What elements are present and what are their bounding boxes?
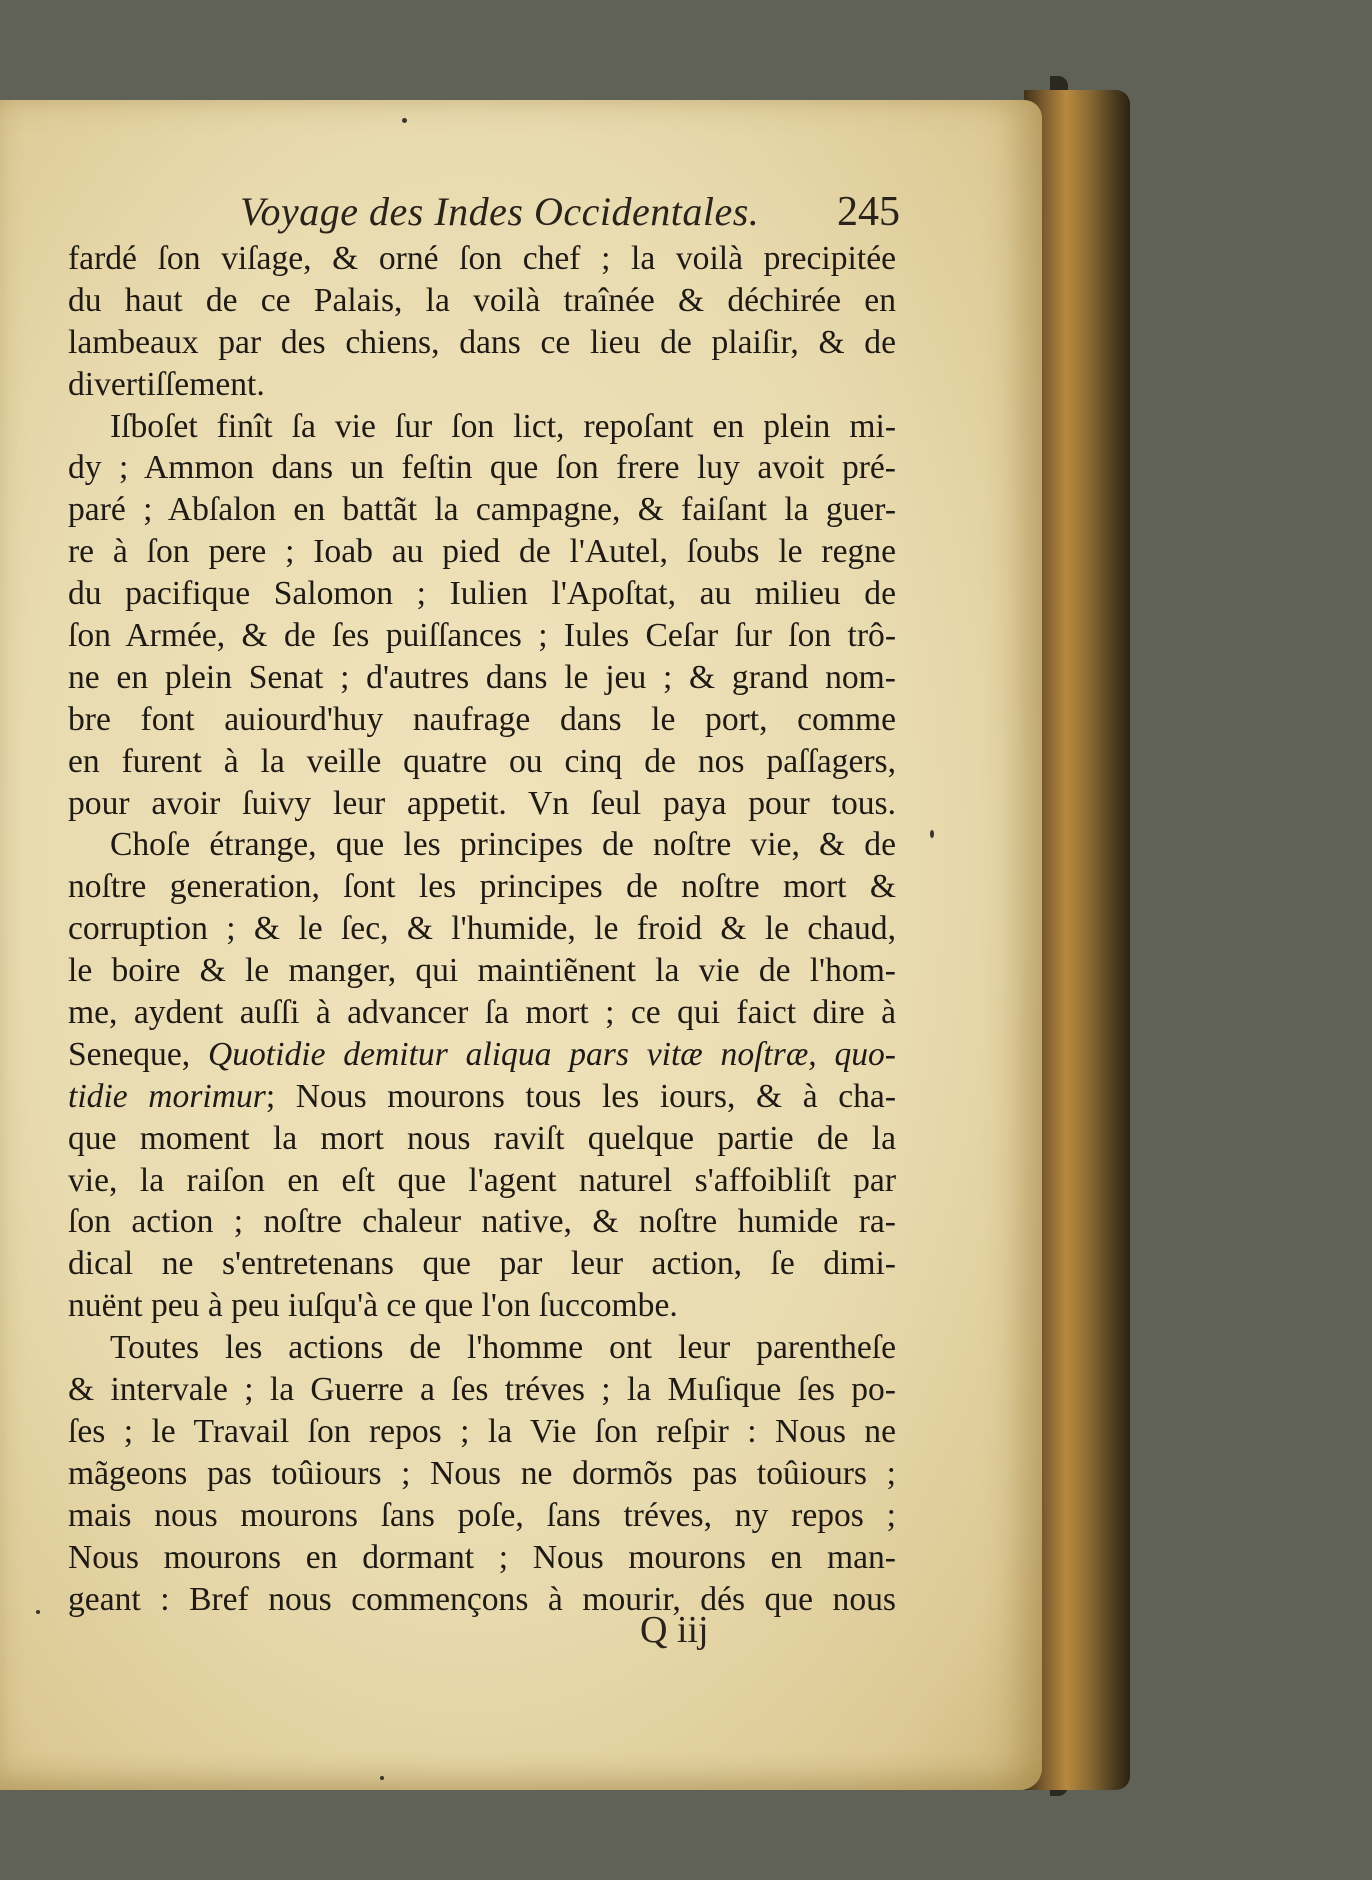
- text-line: lambeaux par des chiens, dans ce lieu de plaiſir, & de: [68, 323, 896, 361]
- text-line: dy ; Ammon dans un feſtin que ſon frere luy avoit pré-: [68, 449, 896, 487]
- ink-speck: [36, 1610, 40, 1614]
- text-line: fardé ſon viſage, & orné ſon chef ; la voilà precipitée: [68, 240, 896, 277]
- text-line: du haut de ce Palais, la voilà traînée & déchirée en: [68, 281, 896, 319]
- text-line: Nous mourons en dormant ; Nous mourons en man-: [68, 1538, 896, 1576]
- latin-rest: ; Nous mourons tous les iours, & à cha-: [265, 1077, 896, 1115]
- text-line: paré ; Abſalon en battãt la campagne, & faiſant la guer-: [68, 491, 896, 529]
- text-line: Choſe étrange, que les principes de noſtre vie, & de: [110, 826, 896, 864]
- text-line: & intervale ; la Guerre a ſes tréves ; la Muſique ſes po-: [68, 1371, 896, 1409]
- text-line: dical ne s'entretenans que par leur action, ſe dimi-: [68, 1245, 896, 1283]
- ink-speck: [402, 118, 407, 123]
- text-line: mais nous mourons ſans poſe, ſans tréves, ny repos ;: [68, 1496, 896, 1534]
- latin-quote-end: tidie morimur: [68, 1077, 266, 1115]
- signature-mark: Q iij: [640, 1609, 709, 1651]
- text-line: nuënt peu à peu iuſqu'à ce que l'on ſuccombe.: [68, 1287, 678, 1325]
- text-line: vie, la raiſon en eſt que l'agent naturel s'affoibliſt par: [68, 1161, 896, 1199]
- text-line: le boire & le manger, qui maintiẽnent la vie de l'hom-: [68, 952, 896, 990]
- text-line: ſes ; le Travail ſon repos ; la Vie ſon reſpir : Nous ne: [68, 1412, 896, 1450]
- book-page: [0, 100, 1042, 1790]
- text-line: bre font auiourd'huy naufrage dans le port, comme: [68, 700, 896, 738]
- latin-quote: Quotidie demitur aliqua pars vitæ noſtræ, quo-: [207, 1035, 896, 1073]
- text-line: divertiſſement.: [68, 365, 265, 403]
- text-line: ſon Armée, & de ſes puiſſances ; Iules Ceſar ſur ſon trô-: [68, 617, 896, 655]
- text-line: du pacifique Salomon ; Iulien l'Apoſtat, au milieu de: [68, 575, 896, 613]
- text-line: Toutes les actions de l'homme ont leur parentheſe: [110, 1329, 896, 1367]
- text-line: geant : Bref nous commençons à mourir, dés que nous: [68, 1580, 896, 1618]
- text-line: ſon action ; noſtre chaleur native, & noſtre humide ra-: [68, 1203, 896, 1241]
- latin-lead: Seneque,: [68, 1035, 191, 1073]
- text-line: que moment la mort nous raviſt quelque partie de la: [68, 1119, 896, 1157]
- text-line: re à ſon pere ; Ioab au pied de l'Autel, ſoubs le regne: [68, 533, 896, 571]
- text-line: Iſboſet finît ſa vie ſur ſon lict, repoſant en plein mi-: [110, 407, 896, 445]
- body-text: [68, 238, 896, 1620]
- running-title: Voyage des Indes Occidentales.: [240, 189, 760, 234]
- latin-quote-line: [68, 1034, 896, 1076]
- text-line: ne en plein Senat ; d'autres dans le jeu ; & grand nom-: [68, 658, 896, 696]
- text-line: noſtre generation, ſont les principes de noſtre mort &: [68, 868, 896, 906]
- text-line: me, aydent auſſi à advancer ſa mort ; ce qui faict dire à: [68, 994, 896, 1032]
- text-line: pour avoir ſuivy leur appetit. Vn ſeul paya pour tous.: [68, 784, 896, 822]
- text-line: en furent à la veille quatre ou cinq de nos paſſagers,: [68, 742, 896, 780]
- text-line: mãgeons pas toûiours ; Nous ne dormõs pas toûiours ;: [68, 1454, 896, 1492]
- text-line: corruption ; & le ſec, & l'humide, le froid & le chaud,: [68, 910, 896, 948]
- ink-speck: [930, 830, 934, 838]
- ink-speck: [380, 1776, 384, 1780]
- latin-quote-line-2: [68, 1076, 896, 1118]
- page-number: 245: [837, 189, 900, 235]
